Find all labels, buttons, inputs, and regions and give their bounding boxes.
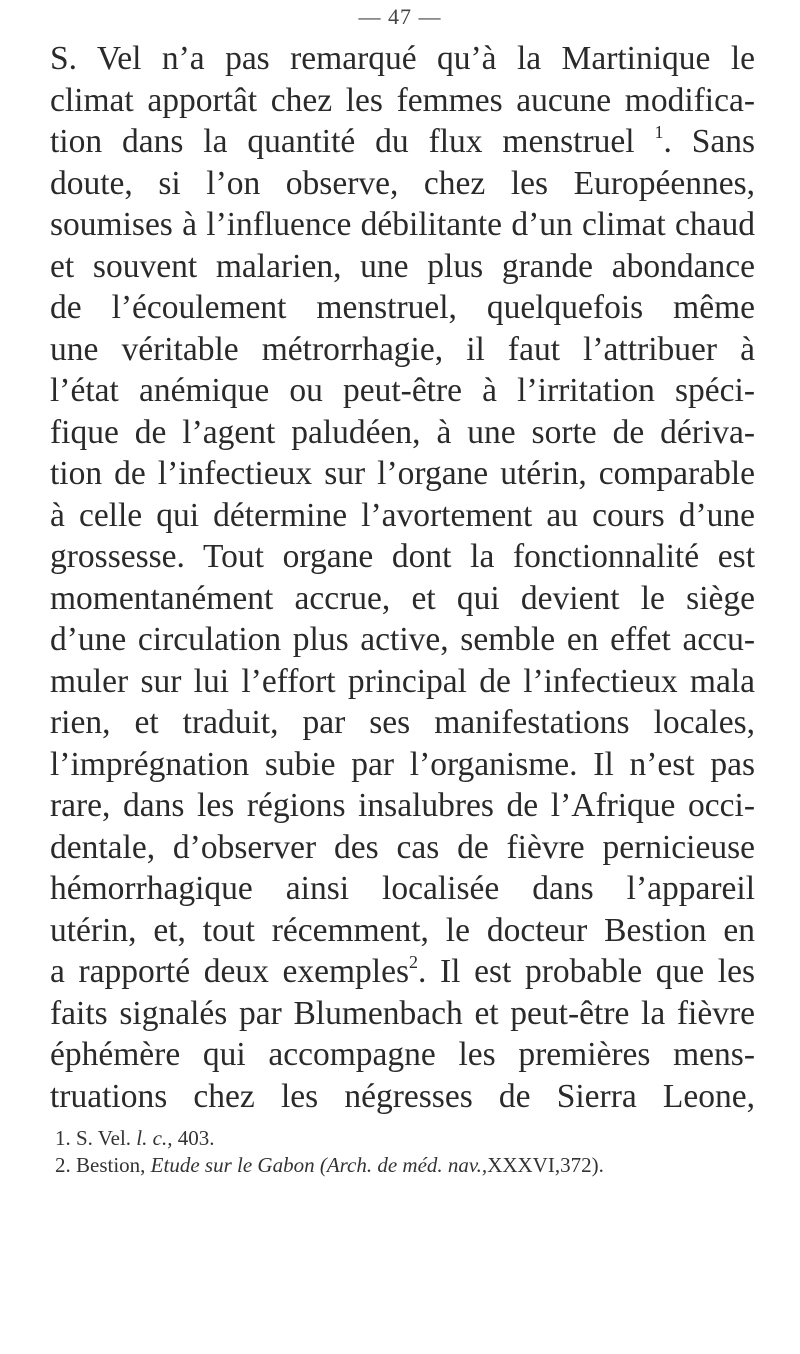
- footnote-italic: l. c.,: [136, 1126, 173, 1150]
- footnote-ref-2[interactable]: 2: [409, 952, 418, 972]
- footnote-ref-1[interactable]: 1: [654, 122, 664, 142]
- text-line: tion de l’infectieux sur l’organe utérin, comparable: [50, 455, 755, 492]
- footnote-2: [55, 1152, 760, 1179]
- footnote-text: S. Vel.: [76, 1126, 132, 1150]
- text-line: une véritable métrorrhagie, il faut l’attribuer à: [50, 330, 755, 368]
- footnote-text-end: 403.: [177, 1126, 215, 1150]
- text-line: fique de l’agent paludéen, à une sorte de dériva-: [50, 413, 755, 451]
- text-line-end: . Sans: [663, 123, 755, 160]
- page-number: — 47 —: [358, 4, 442, 29]
- text-line: hémorrhagique ainsi localisée dans l’appareil: [50, 870, 755, 907]
- text-line: rien, et traduit, par ses manifestations locales,: [50, 704, 755, 741]
- text-line: climat apportât chez les femmes aucune modifica-: [50, 81, 755, 119]
- footnote-marker: 1.: [55, 1126, 71, 1150]
- text-line: de l’écoulement menstruel, quelquefois même: [50, 289, 755, 326]
- footnote-text-end: XXXVI,372).: [487, 1153, 604, 1177]
- footnotes: [55, 1125, 760, 1179]
- footnote-1: [55, 1125, 760, 1152]
- text-line: doute, si l’on observe, chez les Européennes,: [50, 164, 755, 202]
- text-line: l’imprégnation subie par l’organisme. Il n’est pas: [50, 745, 755, 783]
- text-line: l’état anémique ou peut-être à l’irritation spéci-: [50, 372, 755, 409]
- body-text: [50, 38, 755, 1117]
- text-line: momentanément accrue, et qui devient le siège: [50, 579, 755, 617]
- text-line: à celle qui détermine l’avortement au cours d’une: [50, 496, 755, 534]
- text-line: dentale, d’observer des cas de fièvre pernicieuse: [50, 828, 755, 866]
- text-line: faits signalés par Blumenbach et peut-être la fièvre: [50, 994, 755, 1032]
- text-line: rare, dans les régions insalubres de l’Afrique occi-: [50, 787, 755, 824]
- text-line: éphémère qui accompagne les premières mens-: [50, 1036, 755, 1073]
- text-line: truations chez les négresses de Sierra Leone,: [50, 1077, 755, 1115]
- footnote-marker: 2.: [55, 1153, 71, 1177]
- text-line-start: a rapporté deux exemples: [50, 953, 409, 990]
- text-line: utérin, et, tout récemment, le docteur Bestion en: [50, 911, 755, 949]
- footnote-italic: Etude sur le Gabon (Arch. de méd. nav.,: [150, 1153, 488, 1177]
- text-line: [50, 951, 755, 993]
- text-line: soumises à l’influence débilitante d’un climat chaud: [50, 206, 755, 243]
- text-line: S. Vel n’a pas remarqué qu’à la Martinique le: [50, 40, 755, 77]
- text-line-start: tion dans la quantité du flux menstruel: [50, 123, 635, 160]
- text-line-end: . Il est probable que les: [418, 953, 755, 990]
- text-line: d’une circulation plus active, semble en effet accu-: [50, 621, 755, 658]
- text-line: [50, 121, 755, 163]
- footnote-text: Bestion,: [76, 1153, 146, 1177]
- text-line: grossesse. Tout organe dont la fonctionnalité est: [50, 538, 755, 575]
- text-line: muler sur lui l’effort principal de l’infectieux mala: [50, 662, 755, 700]
- text-line: et souvent malarien, une plus grande abondance: [50, 247, 755, 285]
